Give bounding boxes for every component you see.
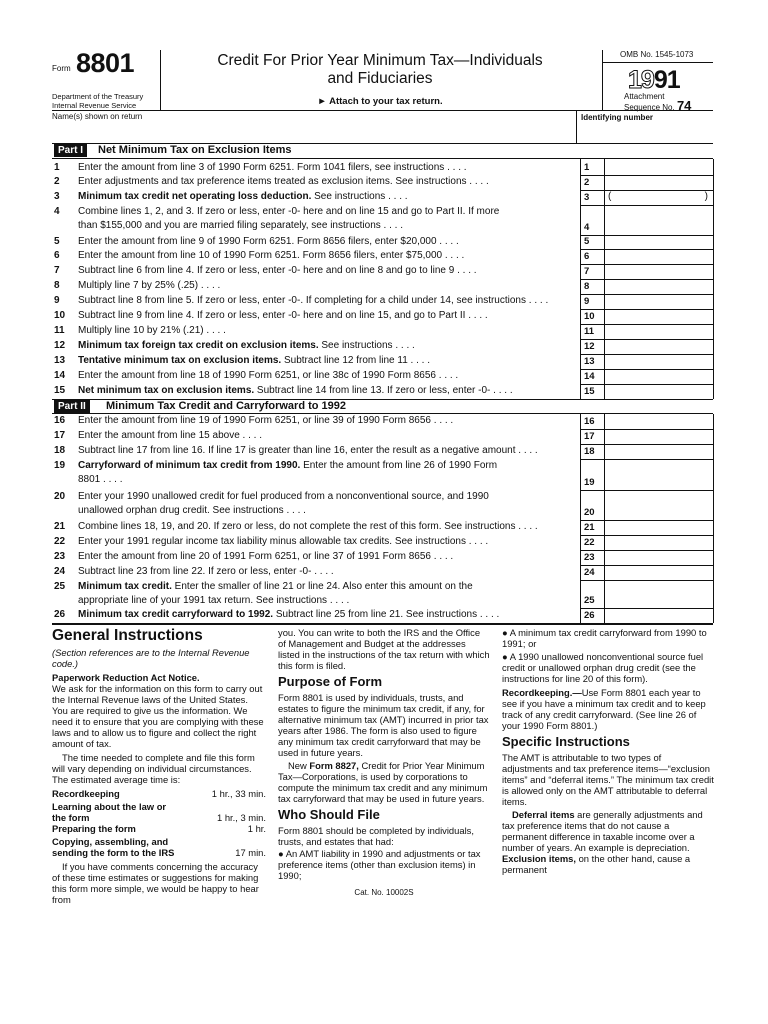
form-title: Credit For Prior Year Minimum Tax—Individuals and Fiduciaries <box>217 52 543 87</box>
line-box-number: 21 <box>584 522 595 533</box>
amount-field-line-5[interactable] <box>604 235 712 249</box>
line-number: 8 <box>54 280 60 291</box>
line-box-number: 1 <box>584 162 590 173</box>
line-description: Subtract line 23 from line 22. If zero or less, enter -0- . . . . <box>78 566 334 577</box>
comments-continued: you. You can write to both the IRS and the Office of Management and Budget at the addresses listed in the instructions of the tax return with which this form is filed. <box>278 627 490 671</box>
new-form-text: New Form 8827, Credit for Prior Year Minimum Tax—Corporations, is used by corporations to compute the minimum tax credit and any minimum tax carryforward that may be used in future years. <box>278 760 488 804</box>
form-line-16 <box>54 414 630 429</box>
line-description: Minimum tax credit. Enter the smaller of line 21 or line 24. Also enter this amount on the appropriate line of your 1991 tax return. See instructions . . . . <box>78 581 473 606</box>
line-number: 2 <box>54 176 60 187</box>
line-number: 3 <box>54 191 60 202</box>
line-box-number: 8 <box>584 281 590 292</box>
line-box-number: 26 <box>584 610 595 621</box>
line-box-number: 3 <box>584 192 590 203</box>
line-number: 19 <box>54 460 66 471</box>
line-description: Combine lines 1, 2, and 3. If zero or less, enter -0- here and on line 15 and go to Part II. If more than $155,000 and you are married filing separately, see instructions . . . . <box>78 206 500 231</box>
line-number: 20 <box>54 491 66 502</box>
form-line-20 <box>54 490 630 520</box>
name-label: Name(s) shown on return <box>52 112 143 121</box>
line-box-number: 13 <box>584 356 595 367</box>
amount-field-line-16[interactable] <box>604 415 712 429</box>
form-line-5 <box>54 235 630 249</box>
part1-title: Net Minimum Tax on Exclusion Items <box>98 144 292 156</box>
line-box-number: 4 <box>584 222 590 233</box>
amount-field-line-26[interactable] <box>604 609 712 623</box>
amount-field-line-8[interactable] <box>604 280 712 294</box>
line-description: Minimum tax foreign tax credit on exclusion items. See instructions . . . . <box>78 340 415 351</box>
form-line-2 <box>54 175 630 190</box>
form-number: 8801 <box>76 48 135 78</box>
line-box-number: 18 <box>584 446 595 457</box>
form-line-1 <box>54 161 630 175</box>
line-description: Subtract line 6 from line 4. If zero or less, enter -0- here and on line 8 and go to line 9 . . . . <box>78 265 477 276</box>
line-description: Minimum tax credit carryforward to 1992. Subtract line 25 from line 21. See instructions . . . . <box>78 609 500 620</box>
line-number: 12 <box>54 340 66 351</box>
line-box-number: 23 <box>584 552 595 563</box>
amount-field-line-4[interactable] <box>604 221 712 235</box>
line-box-number: 22 <box>584 537 595 548</box>
amount-field-line-19[interactable] <box>604 476 712 490</box>
form-label: Form <box>52 64 71 73</box>
form-line-8 <box>54 279 630 294</box>
line-number: 13 <box>54 355 66 366</box>
line-description: Minimum tax credit net operating loss deduction. See instructions . . . . <box>78 191 408 202</box>
line-description: Enter the amount from line 15 above . . . . <box>78 430 262 441</box>
attach-instruction: ► Attach to your tax return. <box>317 96 443 107</box>
line-box-number: 15 <box>584 386 595 397</box>
time-row: Recordkeeping 1 hr., 33 min. <box>52 788 266 799</box>
amount-field-line-6[interactable] <box>604 250 712 264</box>
form-line-26 <box>54 608 630 623</box>
line-number: 1 <box>54 162 60 173</box>
deferral-items-text: Deferral items are generally adjustments and tax preference items that do not cause a permanent difference in taxable income over a number of years. An example is depreciation. Exclusion items, on the other hand, cause a permanent <box>502 809 703 875</box>
form-line-13 <box>54 354 630 369</box>
form-line-7 <box>54 264 630 279</box>
recordkeeping-text: Recordkeeping.—Use Form 8801 each year to see if you have a minimum tax credit and to keep track of any credit carryforward. (See line 26 of your 1990 Form 8801.) <box>502 687 706 731</box>
line-number: 9 <box>54 295 60 306</box>
form-line-18 <box>54 444 630 459</box>
line-box-number: 12 <box>584 341 595 352</box>
amount-field-line-25[interactable] <box>604 594 712 608</box>
paperwork-heading: Paperwork Reduction Act Notice. <box>52 672 200 683</box>
line-box-number: 5 <box>584 236 590 247</box>
part1-tag: Part I <box>54 144 87 157</box>
amount-field-line-14[interactable] <box>604 370 712 384</box>
amount-field-line-21[interactable] <box>604 521 712 535</box>
form-line-24 <box>54 565 630 580</box>
comments-text: If you have comments concerning the accuracy of these time estimates or suggestions for making this form more simple, we would be happy to hear from <box>52 861 259 905</box>
amount-field-line-7[interactable] <box>604 265 712 279</box>
line-number: 24 <box>54 566 66 577</box>
line-description: Subtract line 9 from line 4. If zero or less, enter -0- here and on line 15, and go to Part II . . . . <box>78 310 488 321</box>
line-number: 21 <box>54 521 66 532</box>
form-line-25 <box>54 580 630 608</box>
line-description: Enter your 1990 unallowed credit for fuel produced from a nonconventional source, and 1990 unallowed orphan drug credit. See instructions . . . . <box>78 491 489 516</box>
amount-field-line-11[interactable] <box>604 325 712 339</box>
line-description: Enter the amount from line 9 of 1990 Form 6251. Form 8656 filers, enter $20,000 . . . . <box>78 236 459 247</box>
line-description: Multiply line 7 by 25% (.25) . . . . <box>78 280 221 291</box>
bullet-item: ● A 1990 unallowed nonconventional source fuel credit or unallowed orphan drug credit (see the instructions for line 20 of this form). <box>502 651 704 684</box>
amount-field-line-15[interactable] <box>604 385 712 399</box>
amount-field-line-9[interactable] <box>604 295 712 309</box>
line-box-number: 14 <box>584 371 595 382</box>
amount-field-line-13[interactable] <box>604 355 712 369</box>
line-box-number: 19 <box>584 477 595 488</box>
line-box-number: 6 <box>584 251 590 262</box>
line-box-number: 20 <box>584 507 595 518</box>
line-description: Enter adjustments and tax preference items treated as exclusion items. See instructions . . . . <box>78 176 489 187</box>
line-description: Net minimum tax on exclusion items. Subtract line 14 from line 13. If zero or less, enter -0- . . . . <box>78 385 513 396</box>
line-box-number: 16 <box>584 416 595 427</box>
attachment-sequence: Attachment Sequence No. 74 <box>624 92 692 113</box>
form-line-23 <box>54 550 630 565</box>
specific-instructions-heading: Specific Instructions <box>502 734 630 749</box>
time-row: Learning about the law or the form 1 hr., 3 min. <box>52 801 266 823</box>
line-description: Combine lines 18, 19, and 20. If zero or less, do not complete the rest of this form. See instructions . . . . <box>78 521 538 532</box>
line-number: 7 <box>54 265 60 276</box>
form-line-6 <box>54 249 630 264</box>
line-box-number: 9 <box>584 296 590 307</box>
specific-text: The AMT is attributable to two types of adjustments and tax preference items—“exclusion items” and “deferral items.” The minimum tax credit is allowed only on the AMT attributable to deferral items. <box>502 752 714 807</box>
amount-field-line-17[interactable] <box>604 430 712 444</box>
form-line-12 <box>54 339 630 354</box>
section-references-note: (Section references are to the Internal Revenue code.) <box>52 647 250 669</box>
line-description: Subtract line 17 from line 16. If line 17 is greater than line 16, enter the result as a negative amount . . . . <box>78 445 538 456</box>
line-description: Enter the amount from line 20 of 1991 Form 6251, or line 37 of 1991 Form 8656 . . . . <box>78 551 454 562</box>
line-box-number: 7 <box>584 266 590 277</box>
tax-year: 1991 <box>628 66 680 94</box>
purpose-heading: Purpose of Form <box>278 674 383 689</box>
omb-number: OMB No. 1545-1073 <box>620 50 694 59</box>
line-description: Multiply line 10 by 21% (.21) . . . . <box>78 325 226 336</box>
line-box-number: 24 <box>584 567 595 578</box>
form-line-17 <box>54 429 630 444</box>
who-should-file-text: Form 8801 should be completed by individuals, trusts, and estates that had: <box>278 825 474 847</box>
purpose-text: Form 8801 is used by individuals, trusts, and estates to figure the minimum tax credit, if any, for alternative minimum tax (AMT) incurred in prior tax years after 1986. The form is also used to figure any minimum tax credit carryforward that may be used in future years. <box>278 692 489 758</box>
line-number: 16 <box>54 415 66 426</box>
form-line-22 <box>54 535 630 550</box>
line-box-number: 17 <box>584 431 595 442</box>
bullet-item: ● A minimum tax credit carryforward from 1990 to 1991; or <box>502 627 707 649</box>
line-number: 26 <box>54 609 66 620</box>
line-number: 11 <box>54 325 65 336</box>
amount-field-line-12[interactable] <box>604 340 712 354</box>
line-description: Enter the amount from line 10 of 1990 Form 6251. Form 8656 filers, enter $75,000 . . . . <box>78 250 465 261</box>
catalog-number: Cat. No. 10002S <box>354 888 414 897</box>
line-box-number: 11 <box>584 326 595 337</box>
line-box-number: 25 <box>584 595 595 606</box>
instructions-column-2 <box>278 627 490 898</box>
form-line-9 <box>54 294 630 309</box>
form-line-11 <box>54 324 630 339</box>
line-box-number: 2 <box>584 177 590 188</box>
amount-field-line-23[interactable] <box>604 551 712 565</box>
amount-field-line-22[interactable] <box>604 536 712 550</box>
line-description: Enter your 1991 regular income tax liability minus allowable tax credits. See instructions . . . . <box>78 536 489 547</box>
line-number: 22 <box>54 536 66 547</box>
identifying-number-label: Identifying number <box>581 113 653 122</box>
department-label: Department of the Treasury Internal Revenue Service <box>52 92 144 110</box>
line-description: Enter the amount from line 19 of 1990 Form 6251, or line 39 of 1990 Form 8656 . . . . <box>78 415 454 426</box>
amount-field-line-3[interactable]: ( ) <box>608 191 708 202</box>
amount-field-line-20[interactable] <box>604 506 712 520</box>
form-line-10 <box>54 309 630 324</box>
line-number: 18 <box>54 445 66 456</box>
amount-field-line-1[interactable] <box>604 161 712 175</box>
line-number: 14 <box>54 370 66 381</box>
form-line-3 <box>54 190 630 205</box>
name-field[interactable] <box>52 122 576 142</box>
time-estimates-table <box>52 788 266 858</box>
amount-field-line-24[interactable] <box>604 566 712 580</box>
line-number: 25 <box>54 581 66 592</box>
line-number: 15 <box>54 385 66 396</box>
line-number: 23 <box>54 551 66 562</box>
time-row: Preparing the form 1 hr. <box>52 823 266 834</box>
amount-field-line-18[interactable] <box>604 445 712 459</box>
form-line-15 <box>54 384 630 399</box>
amount-field-line-10[interactable] <box>604 310 712 324</box>
instructions-column-1 <box>52 627 266 905</box>
line-number: 6 <box>54 250 60 261</box>
part2-tag: Part II <box>54 400 90 413</box>
line-number: 5 <box>54 236 60 247</box>
bullet-item: ● An AMT liability in 1990 and adjustments or tax preference items (other than exclusion items) in 1990; <box>278 848 481 881</box>
paperwork-text: We ask for the information on this form to carry out the Internal Revenue laws of the United States. You are required to give us the information. We need it to ensure that you are complying with these laws and to allow us to figure and collect the right amount of tax. <box>52 683 264 749</box>
part2-title: Minimum Tax Credit and Carryforward to 1992 <box>106 400 347 412</box>
line-box-number: 10 <box>584 311 595 322</box>
form-line-21 <box>54 520 630 535</box>
line-number: 10 <box>54 310 66 321</box>
form-line-14 <box>54 369 630 384</box>
general-instructions-heading: General Instructions <box>52 627 203 644</box>
line-number: 4 <box>54 206 60 217</box>
instructions-column-3 <box>502 627 714 875</box>
amount-field-line-2[interactable] <box>604 176 712 190</box>
line-description: Enter the amount from line 18 of 1990 Form 6251, or line 38c of 1990 Form 8656 . . . . <box>78 370 459 381</box>
time-estimate-text: The time needed to complete and file this form will vary depending on individual circumstances. The estimated average time is: <box>52 752 255 785</box>
line-description: Subtract line 8 from line 5. If zero or less, enter -0-. If completing for a child under 14, see instructions . . . . <box>78 295 549 306</box>
identifying-number-field[interactable] <box>580 122 712 142</box>
line-description: Enter the amount from line 3 of 1990 Form 6251. Form 1041 filers, see instructions . . . . <box>78 162 467 173</box>
who-should-file-heading: Who Should File <box>278 807 380 822</box>
form-line-19 <box>54 459 630 490</box>
line-description: Carryforward of minimum tax credit from 1990. Enter the amount from line 26 of 1990 Form 8801 . . . . <box>78 460 498 485</box>
line-number: 17 <box>54 430 66 441</box>
time-row: Copying, assembling, and sending the form to the IRS 17 min. <box>52 836 266 858</box>
form-line-4 <box>54 205 630 235</box>
line-description: Tentative minimum tax on exclusion items. Subtract line 12 from line 11 . . . . <box>78 355 430 366</box>
